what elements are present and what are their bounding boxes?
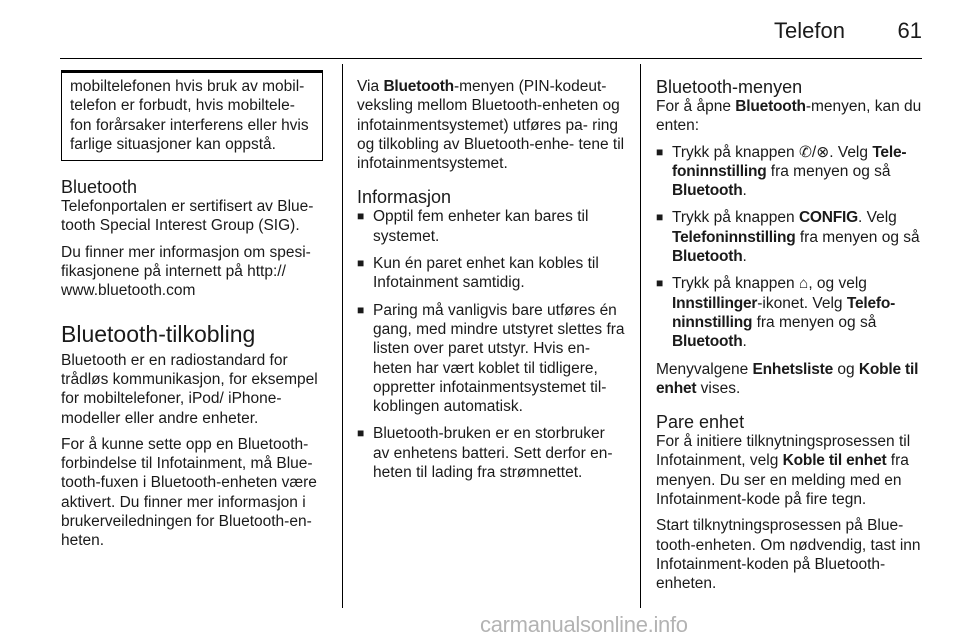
warning-text: mobiltelefonen hvis bruk av mobil- telefon er forbudt, hvis mobiltele- fon forårsaker interferens eller hvis farlige situasjoner kan oppstå. (70, 78, 309, 153)
menu-items-paragraph: Menyvalgene Enhetsliste og Koble til enhet vises. (656, 360, 919, 397)
connection-heading: Bluetooth-tilkobling (61, 320, 256, 347)
list-item: ■ Trykk på knappen ✆/⊗. Velg Tele- foninnstilling fra menyen og så Bluetooth. (656, 143, 924, 201)
warning-box (61, 70, 323, 161)
connection-paragraph-2: For å kunne sette opp en Bluetooth- forbindelse til Infotainment, må Blue- tooth-fuxen i Bluetooth-enheten være aktivert. Du finner mer informasjon i brukerveiledningen for Bluetooth-en- heten. (61, 435, 317, 550)
connection-paragraph-1: Bluetooth er en radiostandard for trådløs kommunikasjon, for eksempel for mobiltelefoner, iPod/ iPhone-modeller eller andre enheter. (61, 351, 318, 427)
page-title: Telefon (774, 18, 845, 43)
list-item: ■ Kun én paret enhet kan kobles til Infotainment samtidig. (357, 254, 625, 293)
column-2 (357, 77, 625, 490)
column-divider-2 (640, 64, 641, 608)
column-3 (656, 77, 924, 601)
header-rule (60, 58, 922, 59)
phone-icon: ✆/⊗ (798, 143, 830, 161)
column-1 (61, 70, 331, 558)
list-item: ■ Trykk på knappen ⌂, og velg Innstillinger-ikonet. Velg Telefo- ninnstilling fra menyen og så Bluetooth. (656, 274, 924, 351)
list-item: ■ Paring må vanligvis bare utføres én gang, med mindre utstyret slettes fra listen over paret utstyr. Hvis en- heten har vært koblet til tidligere, oppretter infotainmentsystemet til- koblingen automatisk. (357, 301, 625, 417)
pair-paragraph-1: For å initiere tilknytningsprosessen til Infotainment, velg Koble til enhet fra menyen. Du ser en melding med en Infotainment-kode på fire tegn. (656, 433, 911, 509)
info-heading: Informasjon (357, 187, 452, 208)
page-header (0, 0, 960, 64)
page-number: 61 (897, 18, 922, 43)
menu-access-list (656, 143, 924, 352)
watermark: carmanualsonline.info (480, 612, 688, 637)
bluetooth-menu-heading: Bluetooth-menyen (656, 77, 803, 97)
info-list (357, 207, 625, 482)
menu-intro: For å åpne Bluetooth-menyen, kan du enten: (656, 98, 922, 135)
bluetooth-info-paragraph: Du finner mer informasjon om spesi- fikasjonene på internett på http:// www.bluetooth.com (61, 243, 311, 300)
home-icon: ⌂ (798, 275, 809, 293)
list-item: ■ Bluetooth-bruken er en storbruker av enhetens batteri. Sett derfor en- heten til lading fra strømnettet. (357, 424, 625, 482)
list-item: ■ Trykk på knappen CONFIG. Velg Telefoninnstilling fra menyen og så Bluetooth. (656, 208, 924, 266)
pair-device-heading: Pare enhet (656, 412, 745, 433)
bluetooth-heading: Bluetooth (61, 177, 138, 198)
pairing-intro: Via Bluetooth-menyen (PIN-kodeut- veksling mellom Bluetooth-enheten og infotainmentsystemet) utføres pa- ring og tilkobling av Bluetooth-enhe- tene til infotainmentsystemet. (357, 78, 625, 173)
pair-paragraph-2: Start tilknytningsprosessen på Blue- tooth-enheten. Om nødvendig, tast inn Infotainment-koden på Bluetooth- enheten. (656, 517, 921, 593)
list-item: ■ Opptil fem enheter kan bares til systemet. (357, 207, 625, 246)
bluetooth-sig-paragraph: Telefonportalen er sertifisert av Blue- tooth Special Interest Group (SIG). (61, 198, 314, 235)
column-divider-1 (342, 64, 343, 608)
